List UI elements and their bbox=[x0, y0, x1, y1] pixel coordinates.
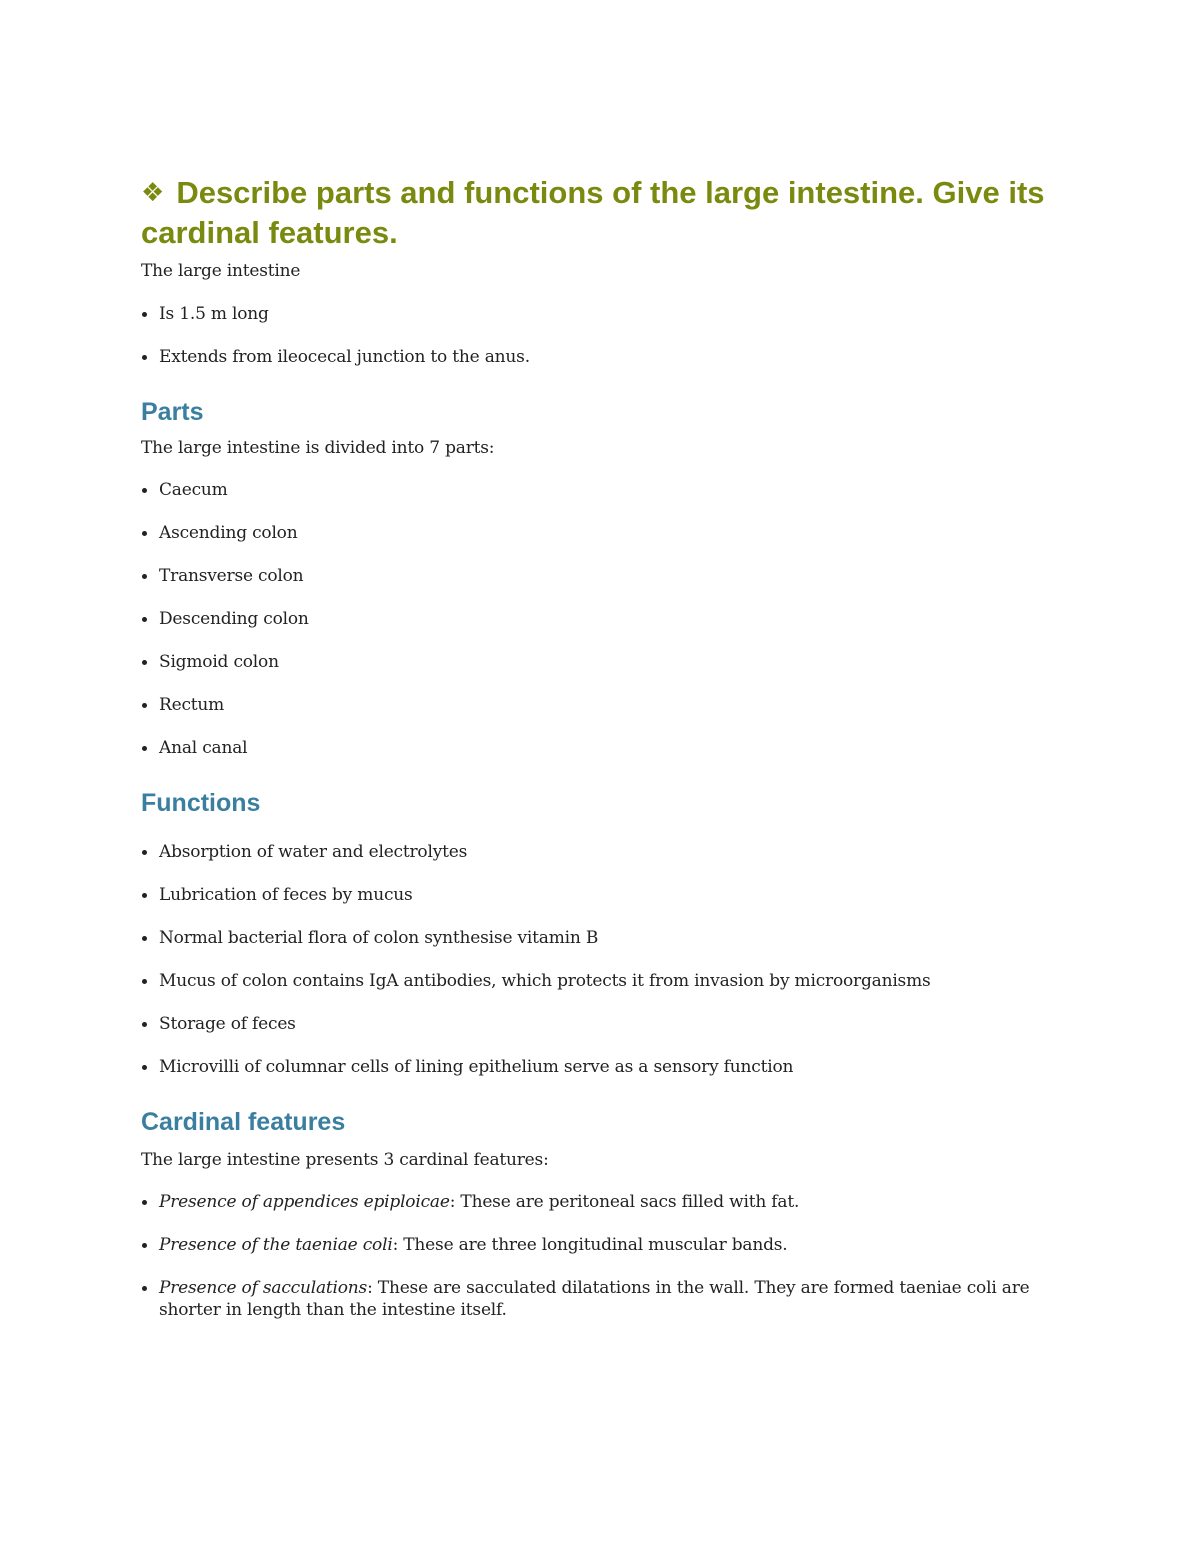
feature-desc: : These are peritoneal sacs filled with fat. bbox=[449, 1192, 800, 1212]
section-heading-parts: Parts bbox=[141, 398, 204, 426]
bullet-icon bbox=[142, 893, 147, 898]
diamond-bullet-icon: ❖ bbox=[141, 177, 165, 207]
bullet-icon bbox=[142, 617, 147, 622]
list-item: Rectum bbox=[141, 694, 1041, 737]
list-item bbox=[141, 1191, 1041, 1234]
list-item: Extends from ileocecal junction to the anus. bbox=[141, 346, 1041, 389]
cardinal-list bbox=[141, 1191, 1041, 1321]
parts-list bbox=[141, 479, 1041, 780]
feature-term: Presence of the taeniae coli bbox=[159, 1235, 393, 1255]
section-heading-cardinal-features: Cardinal features bbox=[141, 1108, 346, 1136]
list-item: Normal bacterial flora of colon synthesise vitamin B bbox=[141, 927, 1061, 970]
bullet-icon bbox=[142, 936, 147, 941]
feature-desc: : These are sacculated dilatations in the wall. They are formed taeniae coli are shorter in length than the intestine itself. bbox=[159, 1278, 1030, 1320]
feature-desc: : These are three longitudinal muscular bands. bbox=[392, 1235, 788, 1255]
bullet-icon bbox=[142, 1286, 147, 1291]
bullet-icon bbox=[142, 531, 147, 536]
intro-list bbox=[141, 303, 1041, 389]
intro-section bbox=[141, 260, 1041, 282]
bullet-icon bbox=[142, 574, 147, 579]
list-item: Ascending colon bbox=[141, 522, 1041, 565]
bullet-icon bbox=[142, 1200, 147, 1205]
page-title bbox=[141, 172, 1051, 253]
bullet-icon bbox=[142, 355, 147, 360]
bullet-icon bbox=[142, 703, 147, 708]
parts-lead: The large intestine is divided into 7 parts: bbox=[141, 438, 495, 458]
bullet-icon bbox=[142, 1022, 147, 1027]
list-item: Descending colon bbox=[141, 608, 1041, 651]
section-heading-functions: Functions bbox=[141, 789, 261, 817]
list-item bbox=[141, 1234, 1041, 1277]
intro-lead: The large intestine bbox=[141, 261, 301, 281]
list-item bbox=[141, 1277, 1041, 1321]
bullet-icon bbox=[142, 850, 147, 855]
list-item: Mucus of colon contains IgA antibodies, which protects it from invasion by microorganisms bbox=[141, 970, 1061, 1013]
list-item: Lubrication of feces by mucus bbox=[141, 884, 1061, 927]
bullet-icon bbox=[142, 660, 147, 665]
bullet-icon bbox=[142, 979, 147, 984]
list-item: Storage of feces bbox=[141, 1013, 1061, 1056]
bullet-icon bbox=[142, 488, 147, 493]
functions-list bbox=[141, 841, 1061, 1099]
parts-section bbox=[141, 437, 1041, 459]
list-item: Microvilli of columnar cells of lining epithelium serve as a sensory function bbox=[141, 1056, 1061, 1099]
cardinal-lead: The large intestine presents 3 cardinal features: bbox=[141, 1150, 549, 1170]
bullet-icon bbox=[142, 1243, 147, 1248]
bullet-icon bbox=[142, 746, 147, 751]
cardinal-section bbox=[141, 1149, 1041, 1171]
list-item: Absorption of water and electrolytes bbox=[141, 841, 1061, 884]
list-item: Sigmoid colon bbox=[141, 651, 1041, 694]
list-item: Anal canal bbox=[141, 737, 1041, 780]
feature-term: Presence of sacculations bbox=[159, 1278, 368, 1298]
list-item: Caecum bbox=[141, 479, 1041, 522]
list-item: Is 1.5 m long bbox=[141, 303, 1041, 346]
bullet-icon bbox=[142, 312, 147, 317]
feature-term: Presence of appendices epiploicae bbox=[159, 1192, 450, 1212]
bullet-icon bbox=[142, 1065, 147, 1070]
list-item: Transverse colon bbox=[141, 565, 1041, 608]
page-title-text: Describe parts and functions of the large intestine. Give its cardinal features. bbox=[141, 175, 1045, 250]
